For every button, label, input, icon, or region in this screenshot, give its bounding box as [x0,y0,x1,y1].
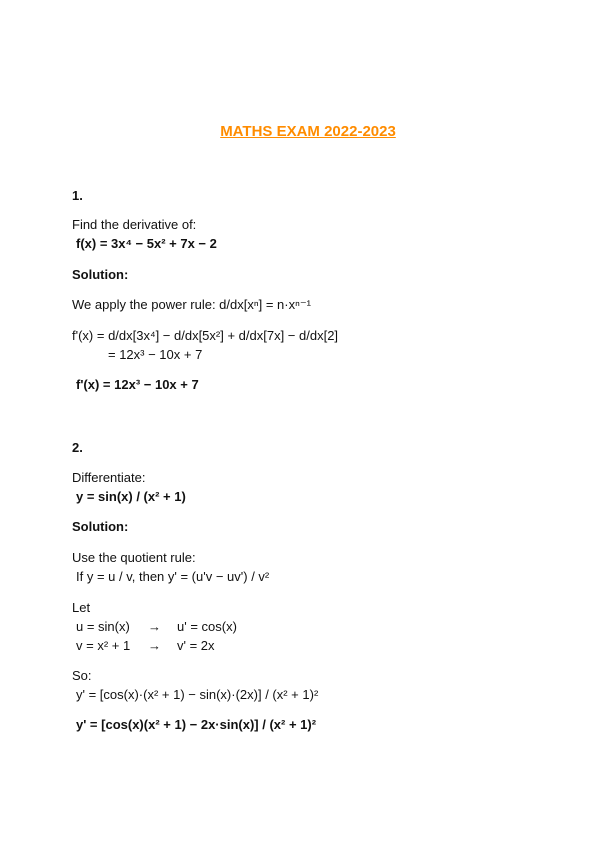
question-2-answer: y' = [cos(x)(x² + 1) − 2x·sin(x)] / (x² + 1)² [76,717,317,732]
question-2-u-definition: u = sin(x) [76,619,130,634]
page-title: MATHS EXAM 2022-2023 [220,123,396,140]
question-2-v-definition: v = x² + 1 [76,638,131,653]
question-2-step: y' = [cos(x)·(x² + 1) − sin(x)·(2x)] / (x² + 1)² [76,687,319,702]
question-1-step-2: = 12x³ − 10x + 7 [108,347,203,362]
question-2-number: 2. [72,440,83,455]
arrow-icon: → [148,638,161,653]
arrow-icon: → [148,619,161,634]
question-2-prompt: Differentiate: [72,470,146,485]
question-1-answer: f'(x) = 12x³ − 10x + 7 [76,377,199,392]
question-1-number: 1. [72,188,83,203]
question-2-u-derivative: u' = cos(x) [177,619,237,634]
question-1-solution-label: Solution: [72,267,129,282]
question-2-rule: If y = u / v, then y' = (u'v − uv') / v² [76,569,270,584]
question-1-prompt: Find the derivative of: [72,217,197,232]
question-2-solution-label: Solution: [72,519,129,534]
question-1-function: f(x) = 3x⁴ − 5x² + 7x − 2 [76,236,217,251]
question-1-rule: We apply the power rule: d/dx[xⁿ] = n·xⁿ⁻¹ [72,297,312,312]
question-2-let-label: Let [72,600,91,615]
question-2-rule-intro: Use the quotient rule: [72,550,196,565]
question-2-function: y = sin(x) / (x² + 1) [76,489,186,504]
question-2-so-label: So: [72,668,92,683]
question-1-step-1: f'(x) = d/dx[3x⁴] − d/dx[5x²] + d/dx[7x] − d/dx[2] [72,328,339,343]
question-2-v-derivative: v' = 2x [177,638,215,653]
